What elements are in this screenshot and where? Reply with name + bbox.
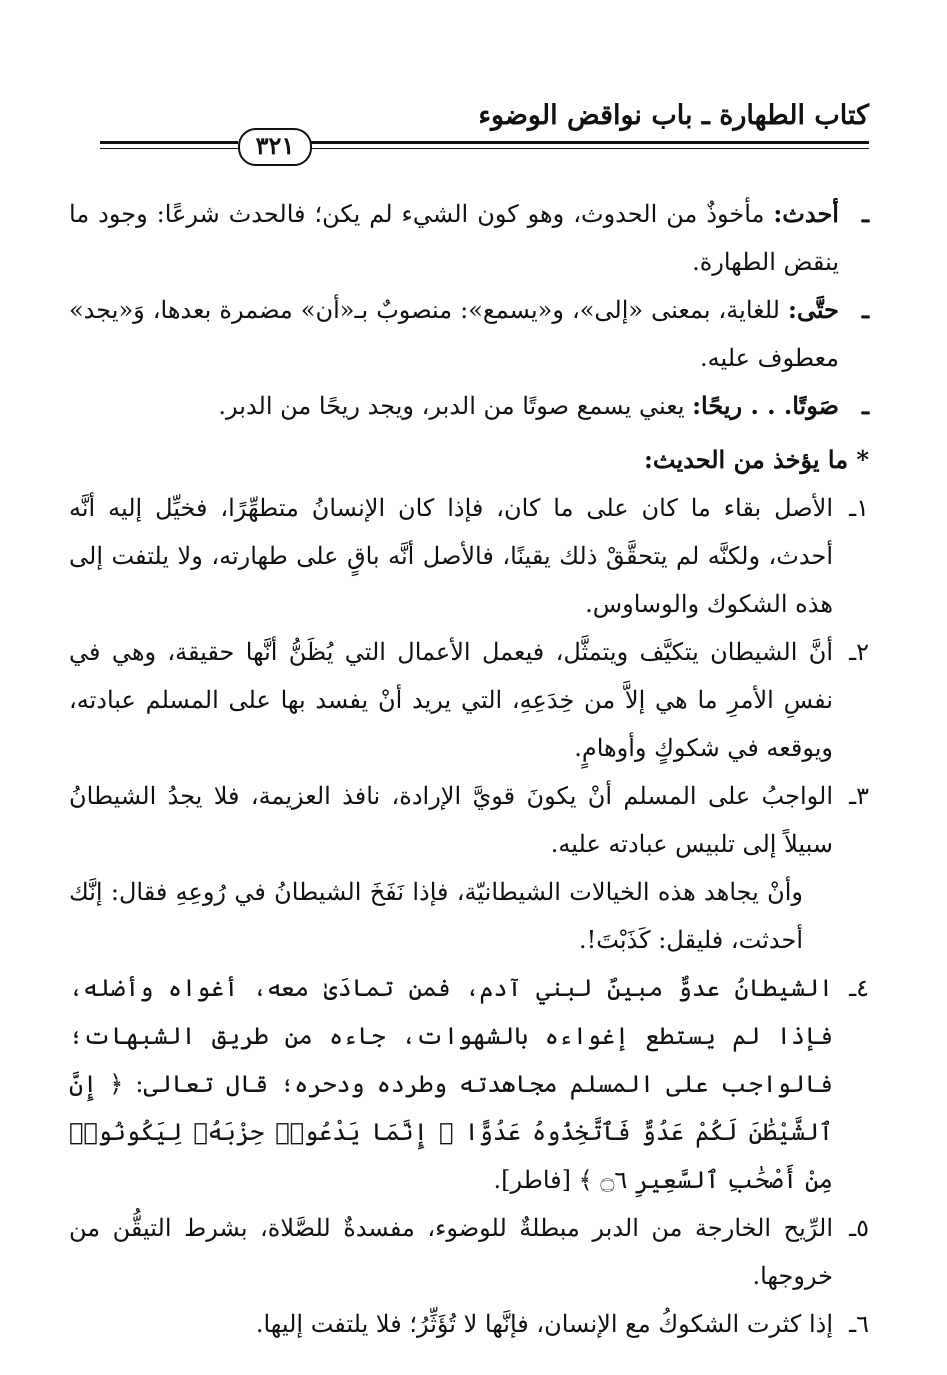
definition-term: حتَّى:	[788, 295, 839, 324]
point-number: ٣ـ	[849, 782, 869, 810]
point-number: ٥ـ	[849, 1214, 869, 1242]
page-number: ٣٢١	[238, 128, 312, 166]
definition-term: أحدث:	[773, 199, 839, 228]
definition-dash: ـ	[861, 199, 869, 228]
page-body	[69, 190, 869, 1348]
definition-text: للغاية، بمعنى «إلى»، و«يسمع»: منصوبٌ بـ«أن» مضمرة بعدها، وَ«يجد» معطوف عليه.	[69, 296, 839, 372]
point-number: ٢ـ	[849, 638, 869, 666]
point-5	[69, 1204, 869, 1300]
definition-text: يعني يسمع صوتًا من الدبر، ويجد ريحًا من الدبر.	[218, 392, 685, 420]
definition-term: صَوتًا. . . ريحًا:	[692, 391, 839, 420]
header-rule-right	[308, 141, 869, 144]
point-text: الواجبُ على المسلم أنْ يكونَ قويَّ الإرادة، نافذ العزيمة، فلا يجدُ الشيطانُ سبيلاً إلى تلبيس عبادته عليه.	[69, 782, 833, 858]
definition-ahdath	[69, 190, 869, 286]
definition-text: مأخوذٌ من الحدوث، وهو كون الشيء لم يكن؛ فالحدث شرعًا: وجود ما ينقض الطهارة.	[69, 200, 839, 276]
point-text: الأصل بقاء ما كان على ما كان، فإذا كان الإنسانُ متطهِّرًا، فخيِّل إليه أنَّه أحدث، ولكنَّه لم يتحقَّقْ ذلك يقينًا، فالأصل أنَّه باقٍ على طهارته، ولا يلتفت إلى هذه الشكوك والوساوس.	[69, 494, 833, 618]
section-title: * ما يؤخذ من الحديث:	[644, 445, 869, 474]
point-text: الشيطانُ عدوٌّ مبينٌ لبني آدم، فمن تمادَىٰ معه، أغواه وأضله، فإذا لم يستطع إغواءه بالشهوات، جاءه من طريق الشبهات؛ فالواجب على المسلم مجاهدته وطرده ودحره؛ قال تعالى: ﴿ إِنَّ ٱلشَّيْطَٰنَ لَكُمْ عَدُوٌّ فَٱتَّخِذُوهُ عَدُوًّا ۚ إِنَّمَا يَدْعُوا۟ حِزْبَهُۥ لِيَكُونُوا۟ مِنْ أَصْحَٰبِ ٱلسَّعِيرِ ۝٦ ﴾ [فاطر].	[69, 974, 833, 1194]
definition-dash: ـ	[861, 295, 869, 324]
point-3	[69, 772, 869, 868]
header-rule-left-thin	[100, 148, 238, 149]
point-text: إذا كثرت الشكوكُ مع الإنسان، فإنَّها لا تُؤَثِّرُ؛ فلا يلتفت إليها.	[255, 1310, 833, 1338]
definition-dash: ـ	[861, 391, 869, 420]
running-head: كتاب الطهارة ـ باب نواقض الوضوء	[478, 100, 869, 131]
point-number: ٦ـ	[849, 1310, 869, 1338]
point-text: الرِّيح الخارجة من الدبر مبطلةٌ للوضوء، مفسدةٌ للصَّلاة، بشرط التيقُّن من خروجها.	[69, 1214, 833, 1290]
point-text: أنَّ الشيطان يتكيَّف ويتمثَّل، فيعمل الأعمال التي يُظَنُّ أنَّها حقيقة، وهي في نفسِ الأمرِ ما هي إلاَّ من خِدَعِهِ، التي يريد أنْ يفسد بها على المسلم عبادته، ويوقعه في شكوكٍ وأوهامٍ.	[69, 638, 833, 762]
point-3-continuation: وأنْ يجاهد هذه الخيالات الشيطانيّة، فإذا نَفَخَ الشيطانُ في رُوعِهِ فقال: إنَّك أحدثت، فليقل: كَذَبْتَ!.	[69, 878, 803, 954]
definition-sawtan	[69, 382, 869, 430]
header-rule-left	[100, 141, 238, 144]
point-2	[69, 628, 869, 772]
header-rule-right-thin	[308, 148, 869, 149]
point-4	[69, 964, 869, 1204]
point-1	[69, 484, 869, 628]
point-number: ٤ـ	[849, 974, 869, 1002]
point-6	[69, 1300, 869, 1348]
definition-hatta	[69, 286, 869, 382]
point-number: ١ـ	[849, 494, 869, 522]
